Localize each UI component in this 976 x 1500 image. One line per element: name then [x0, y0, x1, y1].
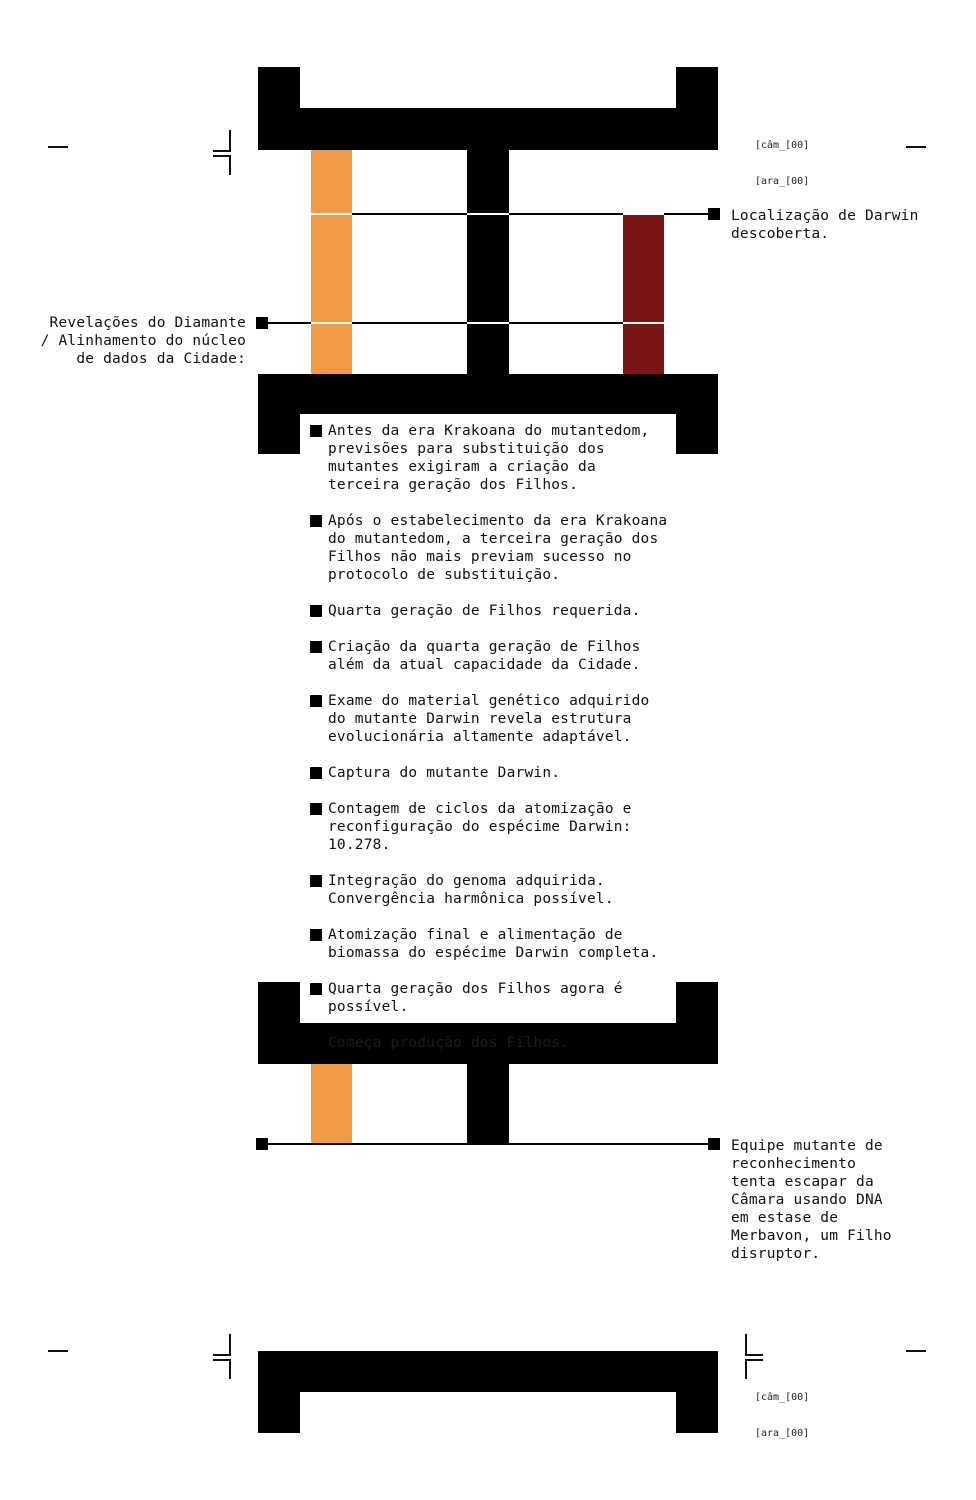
camera-tag-line1: [câm_[00] [755, 140, 810, 151]
log-item: Quarta geração de Filhos requerida. [310, 602, 690, 620]
bullet-square-icon [310, 425, 322, 437]
bullet-square-icon [310, 983, 322, 995]
log-item: Captura do mutante Darwin. [310, 764, 690, 782]
darwin-line-cut-orange [311, 213, 352, 215]
corner-tick-br-h2 [745, 1359, 763, 1361]
corner-tick-bottom-v2 [229, 1359, 231, 1379]
camera-tag-line1: [câm_[00] [755, 1392, 810, 1403]
camera-tag-top [755, 116, 809, 200]
bullet-square-icon [310, 803, 322, 815]
mutant-team-line [262, 1143, 713, 1145]
log-item: Integração do genoma adquirida. Convergência harmônica possível. [310, 872, 690, 908]
crop-mark-top-left [48, 146, 68, 148]
bullet-square-icon [310, 875, 322, 887]
lower-bracket-left-post [258, 982, 300, 1064]
corner-tick-bottom-v1 [229, 1334, 231, 1354]
corner-tick-bottom-h1 [213, 1354, 231, 1356]
lower-orange-column [311, 1064, 352, 1144]
diamond-line-cut-center [467, 322, 509, 324]
bullet-square-icon [310, 929, 322, 941]
corner-tick-br-h1 [745, 1354, 763, 1356]
log-item: Após o estabelecimento da era Krakoana do mutantedom, a terceira geração dos Filhos não mais previam sucesso no protocolo de substituição. [310, 512, 690, 584]
revelations-log [310, 422, 690, 1034]
darwin-line-cut-maroon [623, 213, 664, 215]
top-bracket-left-post [258, 67, 300, 150]
camera-tag-bottom [755, 1368, 809, 1452]
crop-mark-bottom-right [906, 1350, 926, 1352]
bullet-square-icon [310, 641, 322, 653]
top-bracket-bar [258, 108, 718, 150]
bottom-bracket-bar [258, 1351, 718, 1392]
center-column [467, 150, 509, 374]
darwin-location-marker [708, 208, 720, 220]
mutant-team-left-marker [256, 1138, 268, 1150]
log-item: Exame do material genético adquirido do mutante Darwin revela estrutura evolucionária altamente adaptável. [310, 692, 690, 746]
log-item: Quarta geração dos Filhos agora é possível. [310, 980, 690, 1016]
bullet-square-icon [310, 767, 322, 779]
bullet-square-icon [310, 695, 322, 707]
crop-mark-top-right [906, 146, 926, 148]
diamond-line-cut-maroon [623, 322, 664, 324]
orange-column [311, 150, 352, 374]
mutant-team-right-marker [708, 1138, 720, 1150]
log-item: Antes da era Krakoana do mutantedom, previsões para substituição dos mutantes exigiram a criação da terceira geração dos Filhos. [310, 422, 690, 494]
diamond-line-cut-orange [311, 322, 352, 324]
log-item: Criação da quarta geração de Filhos além da atual capacidade da Cidade. [310, 638, 690, 674]
corner-tick-top-h1 [213, 150, 231, 152]
darwin-location-caption: Localização de Darwin descoberta. [731, 208, 919, 242]
corner-tick-top-v2 [229, 155, 231, 175]
corner-tick-br-v1 [745, 1334, 747, 1354]
lower-center-column [467, 1064, 509, 1144]
bottom-bracket-left-post [258, 1351, 300, 1433]
corner-tick-br-v2 [745, 1359, 747, 1379]
bottom-bracket-right-post [676, 1351, 718, 1433]
corner-tick-top-v1 [229, 130, 231, 150]
log-item: Contagem de ciclos da atomização e reconfiguração do espécime Darwin: 10.278. [310, 800, 690, 854]
crop-mark-bottom-left [48, 1350, 68, 1352]
darwin-line-cut-center [467, 213, 509, 215]
top-bracket-right-post [676, 67, 718, 150]
production-start-line: Começa produção dos Filhos. [328, 1035, 570, 1051]
mutant-team-caption: Equipe mutante de reconhecimento tenta escapar da Câmara usando DNA em estase de Merbavon, um Filho disruptor. [731, 1138, 892, 1262]
bullet-square-icon [310, 605, 322, 617]
diamond-revelations-caption: Revelações do Diamante / Alinhamento do núcleo de dados da Cidade: [40, 315, 246, 367]
camera-tag-line2: [ara_[00] [755, 1428, 810, 1439]
bullet-square-icon [310, 515, 322, 527]
diamond-revelations-marker [256, 317, 268, 329]
log-item: Atomização final e alimentação de biomassa do espécime Darwin completa. [310, 926, 690, 962]
maroon-column [623, 215, 664, 374]
mid-bracket-left-post [258, 374, 300, 454]
mid-bracket-bar [258, 374, 718, 414]
camera-tag-line2: [ara_[00] [755, 176, 810, 187]
